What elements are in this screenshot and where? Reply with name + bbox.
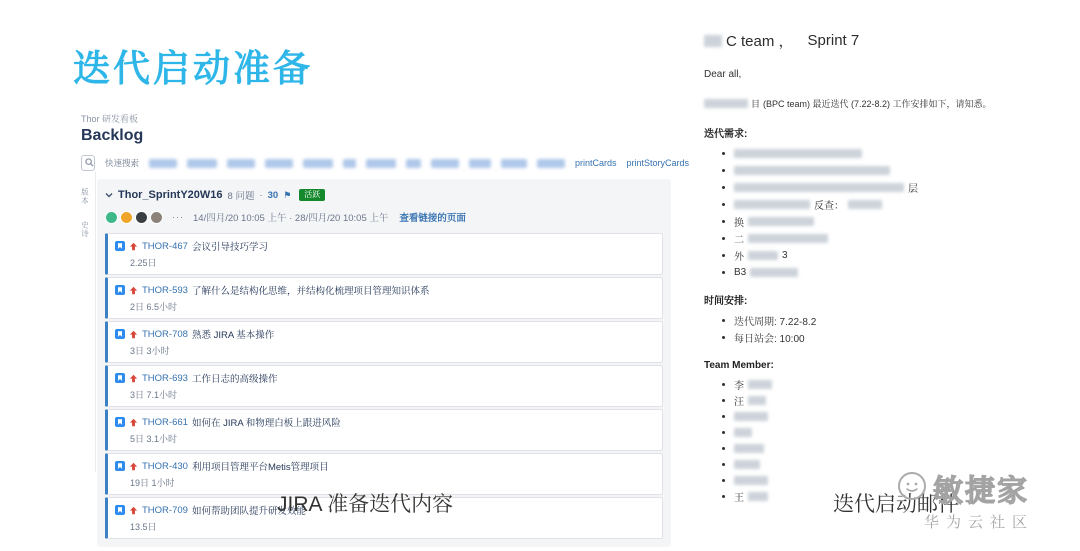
issue-estimate: 5日 3.1小时 bbox=[130, 434, 178, 444]
watermark-brand: 敏捷家 bbox=[933, 475, 1029, 508]
issue-title: 如何帮助团队提升研发效能 bbox=[191, 506, 306, 517]
bullet-icon bbox=[722, 319, 725, 322]
redacted-text bbox=[704, 99, 748, 108]
redacted-text bbox=[734, 428, 752, 437]
text-fragment: 二 bbox=[734, 235, 744, 246]
backlog-side-rail bbox=[75, 172, 96, 472]
sprint-date-range: 14/四月/20 10:05 上午 · 28/四月/20 10:05 上午 bbox=[193, 213, 389, 224]
list-item bbox=[704, 329, 994, 346]
kickoff-email-panel bbox=[704, 30, 994, 504]
issue-estimate: 3日 7.1小时 bbox=[130, 390, 178, 400]
search-input[interactable] bbox=[81, 155, 95, 171]
email-body-fragment: 目 bbox=[751, 99, 761, 109]
schedule-heading: 时间安排: bbox=[704, 296, 748, 307]
redacted-text bbox=[734, 200, 810, 209]
sprint-issue-count: 8 问题 bbox=[227, 191, 255, 202]
email-body-text: (BPC team) 最近迭代 (7.22-8.2) 工作安排如下，请知悉。 bbox=[763, 99, 992, 109]
email-subject-team: C team ， bbox=[726, 33, 794, 50]
bullet-icon bbox=[722, 495, 725, 498]
story-icon bbox=[115, 417, 125, 427]
caption-jira: JIRA 准备迭代内容 bbox=[277, 493, 454, 516]
redacted-text bbox=[748, 251, 778, 260]
list-item bbox=[704, 162, 994, 179]
separator-dot: · bbox=[259, 189, 263, 201]
redacted-text bbox=[748, 234, 828, 243]
text-fragment: 换 bbox=[734, 218, 744, 229]
bullet-icon bbox=[722, 152, 725, 155]
more-avatars-icon[interactable]: ··· bbox=[172, 212, 184, 222]
list-item bbox=[704, 145, 994, 162]
rail-tab-epics[interactable]: 史诗 bbox=[80, 221, 90, 238]
schedule-list bbox=[704, 312, 994, 346]
text-fragment: 3 bbox=[782, 250, 788, 261]
story-icon bbox=[115, 461, 125, 471]
redacted-text bbox=[734, 166, 890, 175]
list-item bbox=[704, 213, 994, 230]
issue-title: 工作日志的高级操作 bbox=[191, 374, 278, 385]
team-heading: Team Member: bbox=[704, 360, 774, 371]
issue-title: 熟悉 JIRA 基本操作 bbox=[191, 330, 275, 341]
bullet-icon bbox=[722, 463, 725, 466]
blurred-filter-chip[interactable] bbox=[366, 159, 396, 168]
blurred-filter-chip[interactable] bbox=[227, 159, 255, 168]
bullet-icon bbox=[722, 271, 725, 274]
redacted-text bbox=[734, 460, 760, 469]
sprint-header bbox=[105, 186, 663, 204]
email-greeting: Dear all, bbox=[704, 69, 742, 80]
issue-key[interactable]: THOR-593 bbox=[142, 284, 188, 296]
issue-row[interactable] bbox=[105, 365, 663, 407]
bullet-icon bbox=[722, 169, 725, 172]
redacted-text bbox=[734, 444, 764, 453]
agilehome-logo-icon bbox=[896, 470, 928, 507]
bullet-icon bbox=[722, 186, 725, 189]
redacted-text bbox=[748, 492, 768, 501]
blurred-filter-chip[interactable] bbox=[469, 159, 491, 168]
blurred-filter-chip[interactable] bbox=[501, 159, 527, 168]
issue-key[interactable]: THOR-693 bbox=[142, 372, 188, 384]
issue-key[interactable]: THOR-661 bbox=[142, 416, 188, 428]
list-item bbox=[704, 264, 994, 281]
avatar[interactable] bbox=[105, 211, 118, 224]
issue-title: 会议引导技巧学习 bbox=[191, 242, 268, 253]
email-body-line bbox=[704, 97, 994, 110]
watermark-community: 华为云社区 bbox=[924, 514, 1035, 531]
email-subject-sprint: Sprint 7 bbox=[807, 32, 860, 49]
list-item bbox=[704, 247, 994, 264]
watermark bbox=[896, 466, 1034, 532]
issue-row[interactable] bbox=[105, 277, 663, 319]
blurred-filter-chip[interactable] bbox=[265, 159, 293, 168]
issue-title: 利用项目管理平台Metis管理项目 bbox=[191, 462, 329, 473]
bullet-icon bbox=[722, 237, 725, 240]
story-icon bbox=[115, 285, 125, 295]
schedule-item: 迭代周期: 7.22-8.2 bbox=[734, 317, 817, 328]
sprint-subheader bbox=[105, 210, 663, 224]
text-fragment: 汪 bbox=[734, 396, 744, 408]
bullet-icon bbox=[722, 383, 725, 386]
bullet-icon bbox=[722, 399, 725, 402]
list-item bbox=[704, 196, 994, 213]
linked-pages-link[interactable]: 查看链接的页面 bbox=[399, 213, 466, 224]
requirements-heading: 迭代需求: bbox=[704, 129, 748, 140]
list-item bbox=[704, 408, 994, 424]
text-fragment: 反查： bbox=[814, 201, 844, 212]
blurred-filter-chip[interactable] bbox=[537, 159, 565, 168]
text-fragment: 层 bbox=[908, 184, 918, 195]
redacted-text bbox=[748, 217, 814, 226]
avatar[interactable] bbox=[120, 211, 133, 224]
requirements-list bbox=[704, 145, 994, 281]
redacted-text bbox=[750, 268, 798, 277]
redacted-text bbox=[748, 396, 766, 405]
quick-search-label: 快速搜索 bbox=[105, 158, 140, 168]
bullet-icon bbox=[722, 415, 725, 418]
issue-title: 了解什么是结构化思维，并结构化梳理项目管理知识体系 bbox=[191, 286, 430, 297]
list-item bbox=[704, 179, 994, 196]
blurred-filter-chip[interactable] bbox=[406, 159, 421, 168]
caption-email: 迭代启动邮件 bbox=[833, 493, 959, 516]
sprint-name[interactable]: Thor_SprintY20W16 bbox=[118, 189, 223, 201]
issue-estimate: 2日 6.5小时 bbox=[130, 302, 178, 312]
redacted-text bbox=[704, 35, 722, 47]
blurred-filter-chip[interactable] bbox=[187, 159, 217, 168]
quick-filter-bar bbox=[81, 153, 690, 173]
issue-key[interactable]: THOR-709 bbox=[142, 504, 188, 516]
priority-up-icon bbox=[129, 462, 138, 471]
priority-up-icon bbox=[129, 418, 138, 427]
schedule-item: 每日站会: 10:00 bbox=[734, 334, 805, 345]
redacted-text bbox=[848, 200, 882, 209]
issue-estimate: 2.25日 bbox=[130, 258, 157, 268]
blurred-filter-chip[interactable] bbox=[431, 159, 459, 168]
list-item bbox=[704, 424, 994, 440]
story-icon bbox=[115, 373, 125, 383]
priority-up-icon bbox=[129, 286, 138, 295]
list-item bbox=[704, 312, 994, 329]
issue-row[interactable] bbox=[105, 409, 663, 451]
list-item bbox=[704, 440, 994, 456]
story-icon bbox=[115, 329, 125, 339]
issue-estimate: 3日 3小时 bbox=[130, 346, 170, 356]
bullet-icon bbox=[722, 447, 725, 450]
chevron-down-icon[interactable] bbox=[105, 186, 113, 204]
schedule-section bbox=[704, 292, 994, 346]
sprint-status-badge: 活跃 bbox=[299, 189, 325, 201]
redacted-text bbox=[734, 412, 768, 421]
issue-title: 如何在 JIRA 和物理白板上跟进风险 bbox=[191, 418, 341, 429]
page-title: 迭代启动准备 bbox=[73, 48, 313, 89]
search-icon bbox=[85, 154, 94, 172]
blurred-filter-chip[interactable] bbox=[303, 159, 333, 168]
story-icon bbox=[115, 505, 125, 515]
priority-up-icon bbox=[129, 242, 138, 251]
priority-up-icon bbox=[129, 506, 138, 515]
issue-estimate: 13.5日 bbox=[130, 522, 157, 532]
bullet-icon bbox=[722, 203, 725, 206]
list-item bbox=[704, 376, 994, 392]
list-item bbox=[704, 230, 994, 247]
bullet-icon bbox=[722, 220, 725, 223]
issue-key[interactable]: THOR-467 bbox=[142, 240, 188, 252]
requirements-section bbox=[704, 125, 994, 281]
redacted-text bbox=[734, 149, 862, 158]
story-icon bbox=[115, 241, 125, 251]
bullet-icon bbox=[722, 336, 725, 339]
rail-tab-versions[interactable]: 版本 bbox=[80, 188, 90, 205]
text-fragment: 王 bbox=[734, 492, 744, 504]
priority-up-icon bbox=[129, 374, 138, 383]
issue-row[interactable] bbox=[105, 321, 663, 363]
issue-row[interactable] bbox=[105, 233, 663, 275]
text-fragment: 外 bbox=[734, 252, 744, 263]
avatar[interactable] bbox=[135, 211, 148, 224]
flag-icon: ⚑ bbox=[283, 189, 292, 200]
bullet-icon bbox=[722, 254, 725, 257]
issue-key[interactable]: THOR-708 bbox=[142, 328, 188, 340]
redacted-text bbox=[748, 380, 772, 389]
bullet-icon bbox=[722, 479, 725, 482]
print-cards-link[interactable]: printCards bbox=[575, 158, 617, 168]
board-breadcrumb[interactable]: Thor 研发看板 bbox=[81, 114, 139, 124]
bullet-icon bbox=[722, 431, 725, 434]
assignee-avatars bbox=[105, 211, 163, 224]
list-item bbox=[704, 392, 994, 408]
issue-key[interactable]: THOR-430 bbox=[142, 460, 188, 472]
backlog-heading: Backlog bbox=[81, 127, 144, 144]
text-fragment: 李 bbox=[734, 380, 744, 392]
blurred-filter-chip[interactable] bbox=[343, 159, 356, 168]
redacted-text bbox=[734, 476, 768, 485]
text-fragment: B3 bbox=[734, 267, 747, 278]
email-subject bbox=[704, 30, 994, 51]
jira-backlog-panel bbox=[75, 112, 690, 547]
avatar[interactable] bbox=[150, 211, 163, 224]
print-story-cards-link[interactable]: printStoryCards bbox=[626, 158, 690, 168]
sprint-points: 30 bbox=[267, 189, 279, 201]
blurred-filter-chip[interactable] bbox=[149, 159, 177, 168]
issue-estimate: 19日 1小时 bbox=[130, 478, 175, 488]
priority-up-icon bbox=[129, 330, 138, 339]
redacted-text bbox=[734, 183, 904, 192]
